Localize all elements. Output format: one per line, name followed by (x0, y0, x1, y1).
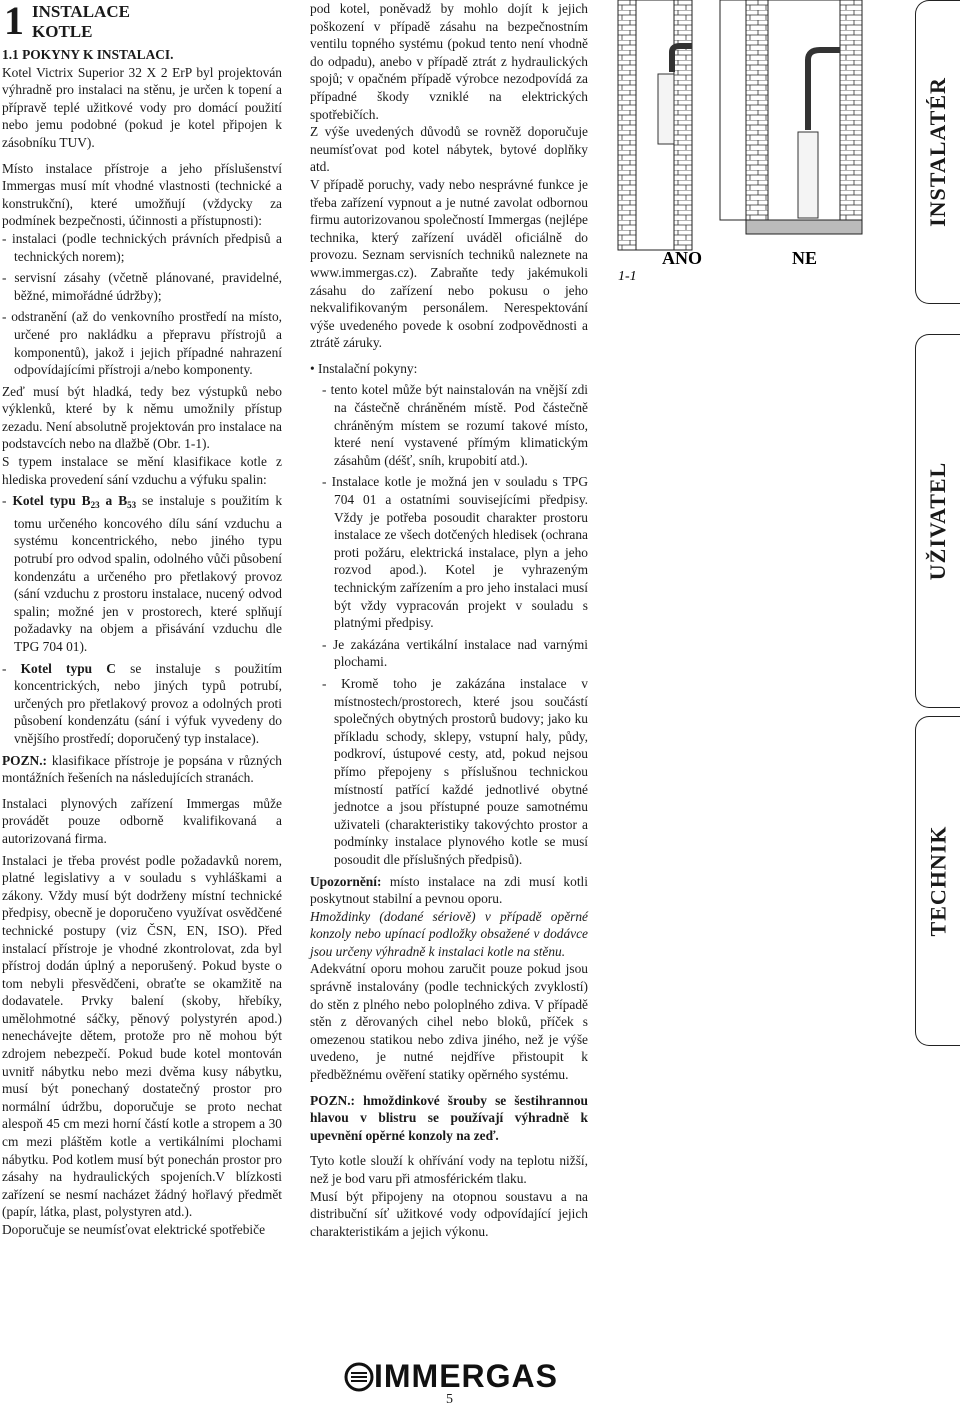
type-b-label-mid: a B (99, 493, 128, 509)
bold-note: POZN.: hmoždinkové šrouby se šestihrannou hlavou v blistru se používají výhradně k upevnění opěrné konzoly na zeď. (310, 1092, 588, 1143)
type-c-label: Kotel typu C (20, 660, 116, 676)
chapter-number: 1 (4, 0, 24, 43)
list-item: - odstranění (až do venkovního prostředí na místo, určené pro nakládku a přepravu přístrojů a komponentů), jakož i jejich případné nahrazení odpovídajícími přístroji a/nebo komponenty. (2, 309, 282, 378)
tab-technician[interactable] (915, 716, 960, 1046)
tab-user-label: UŽIVATEL (925, 461, 951, 581)
bullet-heading: • Instalační pokyny: (310, 360, 418, 376)
paragraph: Z výše uvedených důvodů se rovněž doporučuje neumísťovat pod kotel nábytek, bytové doplňky atd. (310, 124, 588, 175)
figure-no-label: NE (792, 248, 818, 268)
paragraph: V případě poruchy, vady nebo nesprávné funkce je třeba zařízení vypnout a je nutné zavolat odbornou firmu autorizovanou společností Immergas (nejlépe technika, který zařízení uváděl oficiálně do provozu. Seznam servisních techniků naleznete na www.immergas.cz). Zabraňte tedy jakémukoli zásahu do zařízení nebo pokusu o jeho nekvalifikovaným personálem. Nerespektování výše uvedeného povede k osobní zodpovědnosti a ztrátě záruky. (310, 176, 588, 351)
type-b-text: se instaluje s použitím k tomu určeného koncového dílu sání vzduchu a systému koncentrického, nebo jiného typu potrubí pro odvod spalin, odolného vůči působení kondenzátu a určeného pro přetlakový provoz (sání vzduchu z prostoru instalace, nucený odvod spalin; možné jen v prostorech, které splňují požadavky na objem a přisávání vzduchu dle TPG 704 01). (14, 493, 283, 654)
type-c-text: se instaluje s použitím koncentrických, nebo jiných typů potrubí, určených pro přetlakový provoz a odolných proti působení kondenzátu (sání i výfuk vyvedeny do vnějšího prostředí; doporučený typ instalace). (14, 660, 282, 746)
list-item: - Instalace kotle je možná jen v souladu s TPG 704 01 a ostatními souvisejícími předpisy. Vždy je potřeba posoudit charakter prostoru instalace ze všech dotčených hledisek (ochrana proti požáru, elektrická instalace, plyn a jeho rozvod apod.). Kotel je vyhrazeným technickým zařízením a pro jeho instalaci musí být vždy vypracován projekt v souladu s platnými předpisy. (322, 474, 588, 631)
dash: - (2, 493, 13, 509)
paragraph: Instalaci plynových zařízení Immergas může provádět pouze odborně kvalifikovaná a autorizovaná firma. (2, 795, 282, 846)
chapter-heading (2, 0, 282, 42)
paragraph: pod kotel, poněvadž by mohlo dojít k jejich poškození v případě zásahu na bezpečnostním ventilu topného systému (pokud tento není vhodně do odpadu), anebo v případě ztrát z hydraulických spojů; v opačném případě výrobce nezodpovídá za případné škody vzniklé na elektrických spotřebičích. (310, 1, 588, 122)
tab-installer-label: INSTALATÉR (925, 77, 950, 227)
list-item: - servisní zásahy (včetně plánované, pravidelné, běžné, mimořádné údržby); (2, 270, 282, 303)
note-label: POZN.: (2, 752, 48, 768)
dash: - (2, 660, 21, 676)
boiler-type-c-item (2, 660, 282, 748)
list-item: - tento kotel může být nainstalován na vnější zdi na částečně chráněném místě. Pod částečně chráněným místem se rozumí takové místo, které není vystavené přímým klimatickým zásahům (déšť, sníh, krupobití atd.). (322, 382, 588, 468)
left-panel (618, 0, 692, 250)
list-item: - Kromě toho je zakázána instalace v místnostech/prostorech, které jsou součástí společných obytných prostorů budovy; jako ku příkladu schody, sklepy, vstupní haly, půdy, podkroví, ústupové cesty, atd, pokud nejsou přímo přepojeny s příslušnou technickou místností patřící každé jednotlivé obytné jednotce a jsou přístupné pouze samotnému uživateli (charakteristiky takovýchto prostor a podmínky instalace plynového kotle se musí posoudit dle příslušných předpisů). (322, 675, 588, 867)
chapter-title (32, 0, 130, 42)
list-item: - instalaci (podle technických právních předpisů a technických norem); (2, 230, 282, 264)
page-number: 5 (446, 1392, 453, 1407)
paragraph: Adekvátní oporu mohou zaručit pouze pokud jsou správně instalovány (podle technických zvyklostí) do stěn z plného nebo poloplného zdiva. V případě stěn z děrovaných cihel nebo bloků, příček s omezenou statikou nebo zdiva jiného, než je výše uvedeno, je nutné nejdříve přistoupit k předběžnému ověření statiky opěrného systému. (310, 961, 588, 1083)
logo-wordmark: IMMERGAS (374, 1358, 558, 1394)
paragraph: S typem instalace se mění klasifikace kotle z hlediska provedení sání vzduchu a výfuku spalin: (2, 454, 282, 487)
warning-text: místo instalace na zdi musí kotli poskytnout stabilní a pevnou oporu. (310, 873, 588, 907)
note (2, 752, 282, 787)
paragraph: Tyto kotle slouží k ohřívání vody na teplotu nižší, než je bod varu při atmosférickém tlaku. (310, 1153, 588, 1186)
warning (310, 873, 588, 908)
warning-label: Upozornění: (310, 873, 382, 889)
subscript: 53 (127, 500, 137, 511)
note-text: klasifikace přístroje je popsána v různých montážních řešeních na následujících stranách. (2, 752, 282, 786)
paragraph: Musí být připojeny na otopnou soustavu a na distribuční síť užitkové vody odpovídající jejich charakteristikám a jejich výkonu. (310, 1188, 588, 1239)
italic-note: Hmoždinky (dodané sériově) v případě opěrné konzoly nebo upínací podložky obsažené v dodávce jsou určeny výhradně k instalaci kotle na stěnu. (310, 908, 588, 959)
right-panel (720, 0, 862, 234)
figure-label: 1-1 (618, 269, 637, 284)
paragraph: Doporučuje se neumísťovat elektrické spotřebiče (2, 1222, 266, 1237)
logo-mark-icon (344, 1362, 374, 1392)
paragraph: Zeď musí být hladká, tedy bez výstupků nebo výklenků, které by k němu umožnily přístup zezadu. Není absolutně projektován pro instalace na podstavcích nebo na dlažbě (Obr. 1-1). (2, 383, 282, 452)
paragraph: Instalaci je třeba provést podle požadavků norem, platné legislativy a v souladu s vyhláškami a zákony. Vždy musí být dodrženy místní technické předpisy, obecně je doporučeno využívat osvědčené technické postupy (viz ČSN, EN, ISO). Před instalací přístroje je vhodné zkontrolovat, zda byl přístroj dodán úplný a neporušený. Pokud byste o tom nebyli přesvědčeni, obraťte se okamžitě na dodavatele. Prvky balení (skoby, hřebíky, umělohmotné sáčky, pěnový polystyrén apod.) nenechávejte dětem, protože pro ně mohou být zdrojem nebezpečí. Pokud bude kotel montován uvnitř nábytku nebo mezi dvěma kusy nábytku, musí být ponechaný dostatečný prostor pro normální údržbu, doporučuje se proto nechat alespoň 45 cm mezi horní částí kotle a stropem a 30 cm mezi pláštěm kotle a vertikálními plochami nábytku. Pod kotlem musí být ponechán prostor pro zásahy na hydraulických spojeních.V blízkosti zařízení se nesmí nacházet žádný hořlavý předmět (papír, látka, plast, polystyren atd.). (2, 852, 282, 1220)
tab-installer[interactable] (915, 0, 960, 304)
subscript: 23 (90, 500, 100, 511)
chapter-title-line2: KOTLE (32, 22, 93, 41)
boiler-type-b-item (2, 492, 282, 655)
section-title: 1.1 POKYNY K INSTALACI. (2, 47, 174, 62)
paragraph: Místo instalace přístroje a jeho příslušenství Immergas musí mít vhodné vlastnosti (technické a konstrukční), které umožňují (vždycky za podmínek bezpečnosti, účinnosti a přístupnosti): (2, 160, 282, 229)
column-middle (310, 0, 588, 1240)
installation-figure (610, 0, 906, 300)
column-left (2, 0, 282, 1239)
chapter-title-line1: INSTALACE (32, 2, 130, 21)
paragraph: Kotel Victrix Superior 32 X 2 ErP byl projektován výhradně pro instalaci na stěnu, je určen k topení a přípravě teplé užitkové vody pro domácí použití nebo jemu podobné (pokud je kotel připojen k zásobníku TUV). (2, 64, 282, 150)
figure-yes-label: ANO (662, 248, 702, 268)
tab-technician-label: TECHNIK (925, 825, 951, 937)
tab-user[interactable] (915, 334, 960, 708)
type-b-label: Kotel typu B (12, 493, 91, 509)
list-item: - Je zakázána vertikální instalace nad varnými plochami. (322, 636, 588, 670)
immergas-logo (344, 1358, 558, 1395)
